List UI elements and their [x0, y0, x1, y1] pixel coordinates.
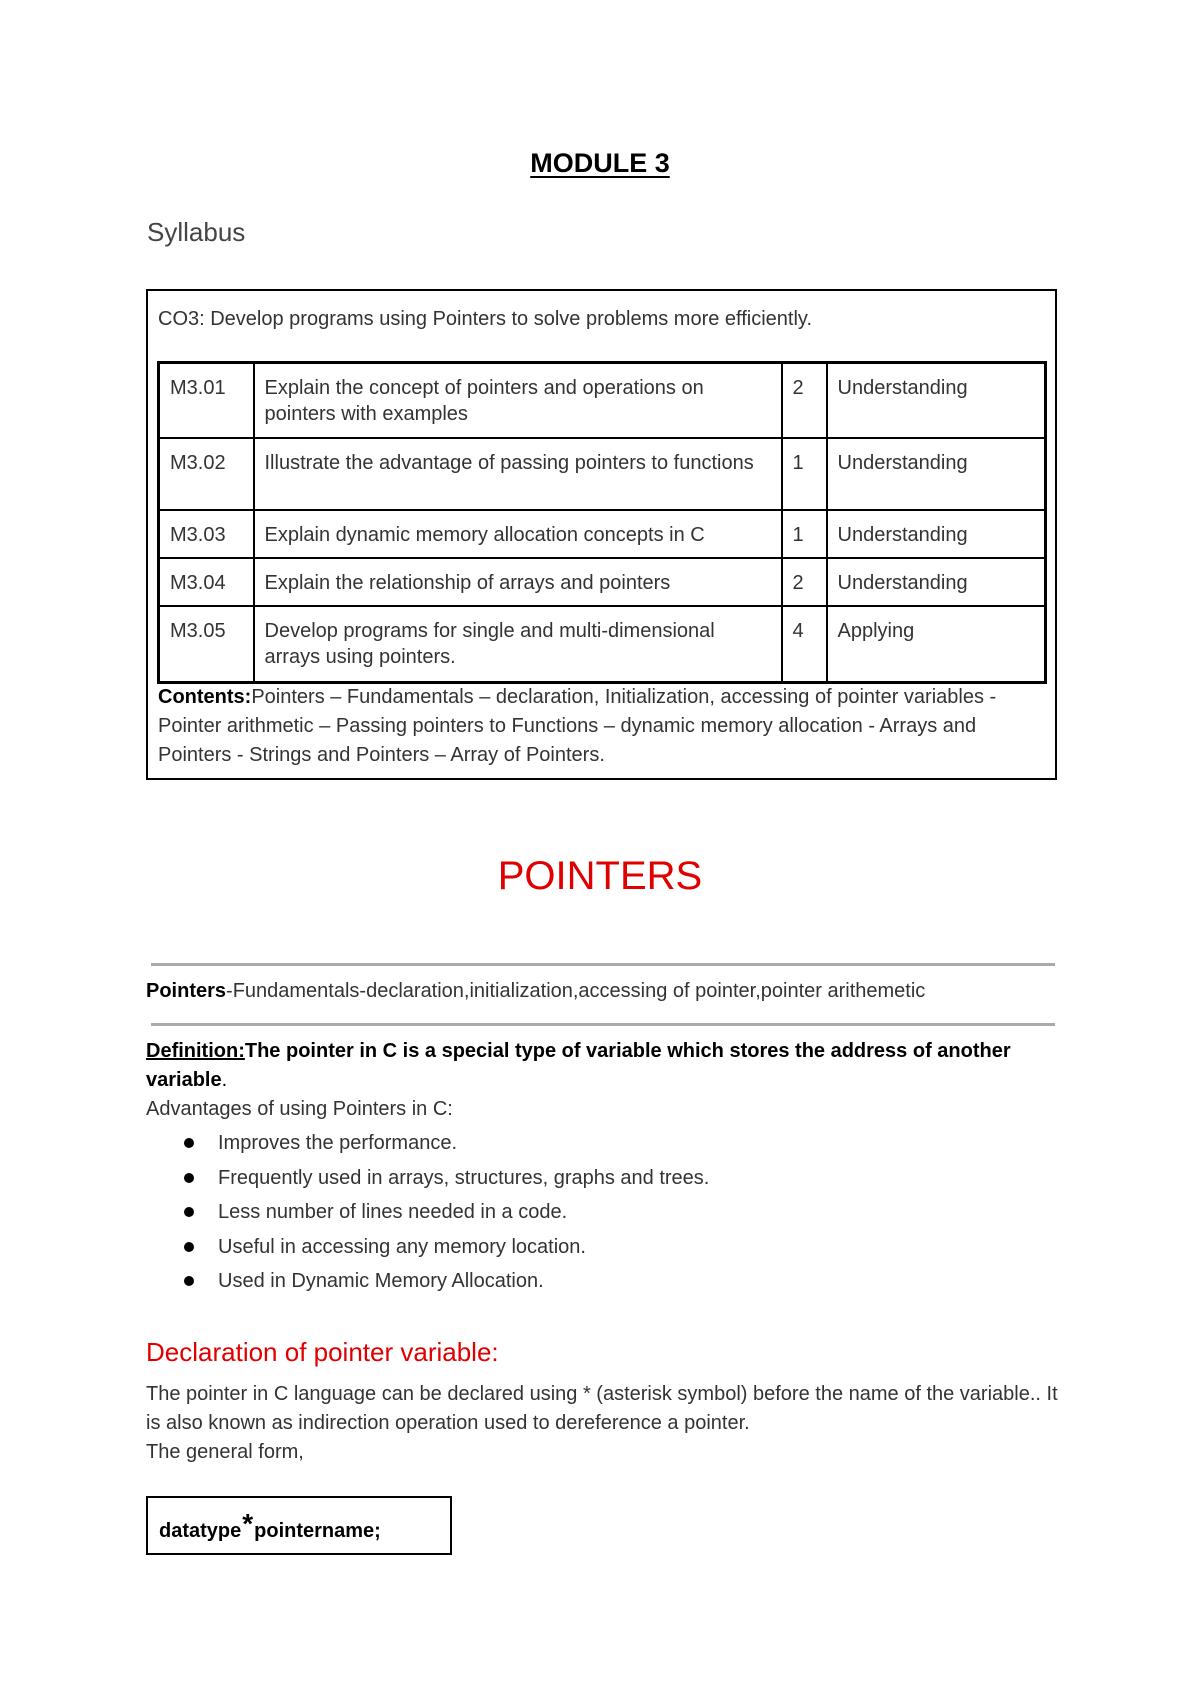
- list-item: [184, 1165, 709, 1200]
- course-outcome: CO3: Develop programs using Pointers to solve problems more efficiently.: [158, 308, 812, 330]
- outcome-description: Illustrate the advantage of passing pointers to functions: [254, 438, 782, 510]
- divider-bottom: [151, 1023, 1055, 1026]
- outcome-number: 1: [782, 510, 827, 558]
- declaration-heading: Declaration of pointer variable:: [146, 1337, 499, 1367]
- advantages-list: [184, 1130, 709, 1303]
- outcome-number: 2: [782, 558, 827, 606]
- table-row: [159, 558, 1046, 606]
- table-row: [159, 438, 1046, 510]
- outcome-level: Understanding: [827, 558, 1046, 606]
- table-row: [159, 510, 1046, 558]
- general-form-asterisk: *: [242, 1508, 254, 1539]
- bullet-icon: [184, 1242, 194, 1252]
- general-form-datatype: datatype: [159, 1520, 242, 1542]
- outcome-number: 4: [782, 606, 827, 683]
- outcome-description: Explain dynamic memory allocation concepts in C: [254, 510, 782, 558]
- outcome-description: Explain the concept of pointers and operations on pointers with examples: [254, 363, 782, 438]
- advantage-text: Used in Dynamic Memory Allocation.: [218, 1270, 544, 1292]
- bullet-icon: [184, 1207, 194, 1217]
- definition: [146, 1037, 1066, 1095]
- outcome-code: M3.04: [159, 558, 254, 606]
- module-title-text: MODULE 3: [530, 148, 670, 178]
- divider-top: [151, 963, 1055, 966]
- advantage-text: Frequently used in arrays, structures, graphs and trees.: [218, 1166, 710, 1189]
- bullet-icon: [184, 1276, 194, 1286]
- declaration-line1: The pointer in C language can be declared using * (asterisk symbol) before the name of the variable.. It is also known as indirection operation used to dereference a pointer.: [146, 1383, 1058, 1434]
- list-item: [184, 1130, 709, 1165]
- contents-text: Pointers – Fundamentals – declaration, Initialization, accessing of pointer variables -Pointer arithmetic – Passing pointers to Functions – dynamic memory allocation - Arrays and Pointers - Strings and Pointers – Array of Pointers.: [158, 686, 997, 766]
- outcome-description: Explain the relationship of arrays and pointers: [254, 558, 782, 606]
- outcome-code: M3.03: [159, 510, 254, 558]
- definition-end: .: [221, 1069, 228, 1091]
- advantage-text: Improves the performance.: [218, 1132, 457, 1154]
- advantages-heading: Advantages of using Pointers in C:: [146, 1098, 453, 1120]
- outcome-level: Understanding: [827, 510, 1046, 558]
- outcome-code: M3.05: [159, 606, 254, 683]
- list-item: [184, 1199, 709, 1234]
- outcome-level: Applying: [827, 606, 1046, 683]
- topic-line: [146, 978, 925, 1004]
- outcomes-table: [157, 361, 1047, 684]
- outcome-code: M3.01: [159, 363, 254, 438]
- bullet-icon: [184, 1173, 194, 1183]
- definition-label: Definition:: [146, 1040, 245, 1062]
- contents-label: Contents:: [158, 686, 252, 708]
- definition-text: The pointer in C is a special type of variable which stores the address of another variable: [146, 1040, 1011, 1091]
- pointers-title: POINTERS: [497, 854, 703, 898]
- bullet-icon: [184, 1138, 194, 1148]
- advantage-text: Useful in accessing any memory location.: [218, 1235, 586, 1258]
- topic-bold: Pointers: [146, 980, 227, 1002]
- outcome-number: 2: [782, 363, 827, 438]
- syllabus-box: [146, 289, 1057, 780]
- outcome-description: Develop programs for single and multi-dimensional arrays using pointers.: [254, 606, 782, 683]
- contents-paragraph: [158, 683, 1048, 770]
- outcome-number: 1: [782, 438, 827, 510]
- list-item: [184, 1268, 709, 1303]
- module-title: [0, 146, 1200, 180]
- table-row: [159, 363, 1046, 438]
- topic-rest: -Fundamentals-declaration,initialization,accessing of pointer,pointer arithemetic: [226, 980, 926, 1002]
- advantage-text: Less number of lines needed in a code.: [218, 1201, 568, 1223]
- outcome-code: M3.02: [159, 438, 254, 510]
- outcome-level: Understanding: [827, 363, 1046, 438]
- general-form-box: [146, 1496, 452, 1555]
- list-item: [184, 1234, 709, 1269]
- table-row: [159, 606, 1046, 683]
- outcome-level: Understanding: [827, 438, 1046, 510]
- declaration-line2: The general form,: [146, 1441, 304, 1463]
- general-form-name: pointername;: [254, 1520, 381, 1542]
- declaration-paragraph: [146, 1380, 1076, 1467]
- syllabus-heading: Syllabus: [147, 217, 246, 247]
